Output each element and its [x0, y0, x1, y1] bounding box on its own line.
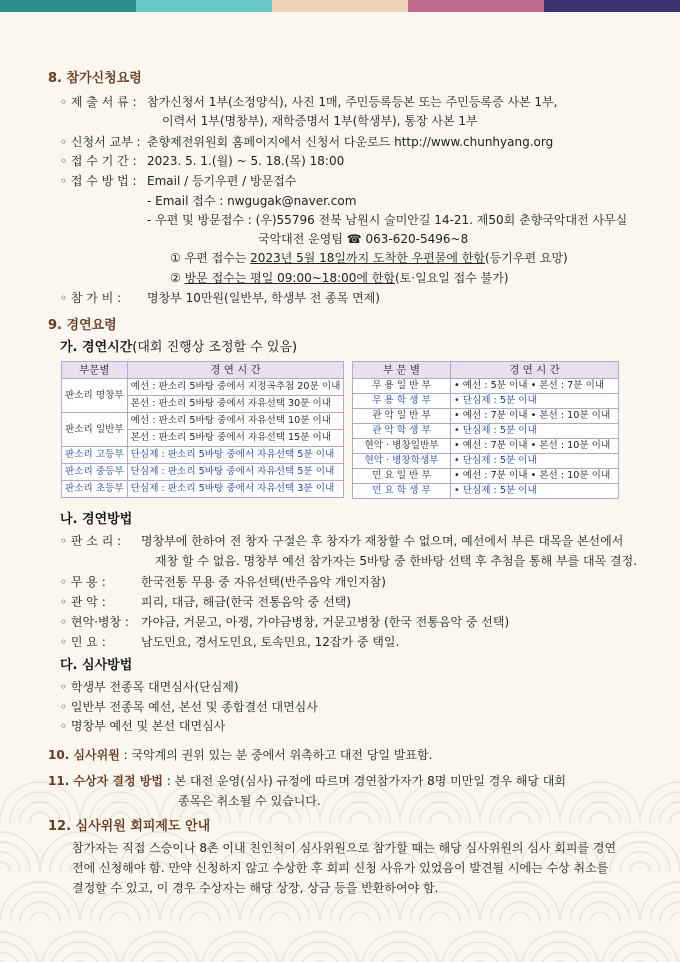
folk-label: ◦ 민 요 : [60, 635, 106, 649]
string-label: ◦ 현악·병창 : [60, 615, 129, 629]
right-time-cell: • 예선 : 7분 이내 • 본선 : 10분 이내 [451, 439, 619, 454]
left-division-cell: 판소리 명창부 [62, 379, 128, 413]
right-schedule-table [352, 361, 619, 499]
right-time-cell: • 예선 : 7분 이내 • 본선 : 10분 이내 [451, 409, 619, 424]
judge-item-1: ◦ 학생부 전종목 대면심사(단심제) [60, 680, 239, 694]
sec9-title: 9. 경연요령 [48, 318, 117, 333]
left-schedule-table [61, 361, 344, 498]
sec11-line-1: : 본 대전 운영(심사) 규정에 따르며 경연참가자가 8명 미만일 경우 해당 대회 [162, 774, 566, 788]
folk-text: 남도민요, 경서도민요, 토속민요, 12잡가 중 택일. [141, 635, 400, 649]
left-time-cell: 본선 : 판소리 5바탕 중에서 자유선택 15분 이내 [127, 430, 344, 447]
right-time-cell: • 예선 : 7분 이내 • 본선 : 10분 이내 [451, 469, 619, 484]
table-row [62, 379, 344, 396]
form-label: ◦ 신청서 교부 : [60, 135, 141, 149]
right-division-cell: 민 요 학 생 부 [353, 484, 451, 499]
note-1-underlined: 2023년 5월 18일까지 도착한 우편물에 한함 [250, 251, 485, 265]
email-line: - Email 접수 : nwgugak@naver.com [147, 194, 357, 208]
table-row [353, 484, 619, 499]
table-row [62, 413, 344, 430]
table-row [62, 481, 344, 498]
left-header-time: 경 연 시 간 [127, 362, 344, 379]
wind-text: 피리, 대금, 해금(한국 전통음악 중 선택) [141, 595, 351, 609]
left-time-cell: 예선 : 판소리 5바탕 중에서 자유선택 10분 이내 [127, 413, 344, 430]
dance-text: 한국전통 무용 중 자유선택(반주음악 개인지참) [141, 575, 386, 589]
note-1-prefix: ① 우편 접수는 [170, 251, 251, 265]
string-text: 가야금, 거문고, 아쟁, 가야금병창, 거문고병창 (한국 전통음악 중 선택) [141, 615, 510, 629]
right-division-cell: 관 악 일 반 부 [353, 409, 451, 424]
judge-item-2: ◦ 일반부 전종목 예선, 본선 및 종합결선 대면심사 [60, 700, 318, 714]
table-row [353, 394, 619, 409]
sub-a-title-text: 가. 경연시간 [60, 340, 133, 355]
right-time-cell: • 예선 : 5분 이내 • 본선 : 7분 이내 [451, 379, 619, 394]
sec11-line-2: 종목은 취소될 수 있습니다. [178, 794, 321, 808]
right-time-cell: • 단심제 : 5분 이내 [451, 454, 619, 469]
sub-c-title: 다. 심사방법 [60, 658, 133, 673]
right-time-cell: • 단심제 : 5분 이내 [451, 484, 619, 499]
docs-label: ◦ 제 출 서 류 : [60, 95, 137, 109]
table-row [353, 424, 619, 439]
pansori-line-2: 재창 할 수 없음. 명창부 예선 참가자는 5바탕 중 한바탕 선택 후 추첨을 통해 부를 대목 결정. [155, 554, 638, 568]
table-row [62, 447, 344, 464]
period-text: 2023. 5. 1.(월) ~ 5. 18.(목) 18:00 [147, 154, 345, 168]
table-row [353, 439, 619, 454]
sub-b-title: 나. 경연방법 [60, 512, 133, 527]
pansori-line-1: 명창부에 한하여 전 창자 구절은 후 창자가 재창할 수 없으며, 예선에서 부른 대목을 본선에서 [141, 534, 624, 548]
left-division-cell: 판소리 일반부 [62, 413, 128, 447]
right-time-cell: • 단심제 : 5분 이내 [451, 394, 619, 409]
form-text: 춘향제전위원회 홈페이지에서 신청서 다운로드 http://www.chunhyang.org [147, 135, 554, 149]
docs-line-2: 이력서 1부(명창부), 재학증명서 1부(학생부), 통장 사본 1부 [162, 114, 478, 128]
note-2 [170, 270, 509, 286]
sec10-title: 10. 심사위원 [48, 748, 120, 762]
note-1-suffix: (등기우편 요망) [484, 251, 568, 265]
left-division-cell: 판소리 중등부 [62, 464, 128, 481]
right-division-cell: 관 악 학 생 부 [353, 424, 451, 439]
sub-a-title [60, 340, 297, 356]
note-2-suffix: (토·일요일 접수 불가) [394, 271, 509, 285]
period-label: ◦ 접 수 기 간 : [60, 154, 137, 168]
left-header-division: 부문별 [62, 362, 128, 379]
right-division-cell: 현악 · 병창학생부 [353, 454, 451, 469]
table-row [353, 409, 619, 424]
sec12-line-3: 결정할 수 있고, 이 경우 수상자는 해당 상장, 상금 등을 반환하여야 함. [72, 881, 439, 895]
right-header-division: 부 문 별 [353, 362, 451, 379]
table-row [353, 454, 619, 469]
table-row [353, 469, 619, 484]
note-2-underlined: 방문 접수는 평일 09:00~18:00에 한함 [184, 271, 395, 285]
pansori-label: ◦ 판 소 리 : [60, 534, 122, 548]
fee-label: ◦ 참 가 비 : [60, 291, 122, 305]
right-header-time: 경 연 시 간 [451, 362, 619, 379]
post-line-2: 국악대전 운영팀 ☎ 063-620-5496~8 [258, 232, 469, 246]
note-1 [170, 250, 568, 266]
left-time-cell: 본선 : 판소리 5바탕 중에서 자유선택 30분 이내 [127, 396, 344, 413]
wind-label: ◦ 관 악 : [60, 595, 106, 609]
sec8-title: 8. 참가신청요령 [48, 71, 142, 86]
dance-label: ◦ 무 용 : [60, 575, 106, 589]
sub-a-note: (대회 진행상 조정할 수 있음) [132, 340, 298, 355]
judge-item-3: ◦ 명창부 예선 및 본선 대면심사 [60, 719, 226, 733]
table-row [353, 379, 619, 394]
left-time-cell: 단심제 : 판소리 5바탕 중에서 자유선택 5분 이내 [127, 447, 344, 464]
right-time-cell: • 단심제 : 5분 이내 [451, 424, 619, 439]
sec12-line-1: 참가자는 직접 스승이나 8촌 이내 친인척이 심사위원으로 참가할 때는 해당 심사위원의 심사 회피를 경연 [72, 841, 617, 855]
right-division-cell: 민 요 일 반 부 [353, 469, 451, 484]
left-division-cell: 판소리 고등부 [62, 447, 128, 464]
right-division-cell: 현악 · 병창일반부 [353, 439, 451, 454]
table-row [62, 464, 344, 481]
left-time-cell: 예선 : 판소리 5바탕 중에서 지정곡추첨 20분 이내 [127, 379, 344, 396]
fee-text: 명창부 10만원(일반부, 학생부 전 종목 면제) [147, 291, 380, 305]
sec11-title: 11. 수상자 결정 방법 [48, 774, 163, 788]
left-time-cell: 단심제 : 판소리 5바탕 중에서 자유선택 3분 이내 [127, 481, 344, 498]
sec10-text: : 국악계의 권위 있는 분 중에서 위촉하고 대전 당일 발표함. [119, 748, 433, 762]
right-division-cell: 무 용 일 반 부 [353, 379, 451, 394]
sec10 [48, 747, 432, 763]
sec12-title: 12. 심사위원 회피제도 안내 [48, 819, 211, 834]
sec12-line-2: 전에 신청해야 함. 만약 신청하지 않고 수상한 후 회피 신청 사유가 있었음이 발견될 시에는 수상 취소를 [72, 861, 609, 875]
note-2-prefix: ② [170, 271, 185, 285]
method-label: ◦ 접 수 방 법 : [60, 174, 137, 188]
left-time-cell: 단심제 : 판소리 5바탕 중에서 자유선택 5분 이내 [127, 464, 344, 481]
method-text: Email / 등기우편 / 방문접수 [147, 174, 297, 188]
sec11 [48, 773, 566, 789]
right-division-cell: 무 용 학 생 부 [353, 394, 451, 409]
left-division-cell: 판소리 초등부 [62, 481, 128, 498]
post-line-1: - 우편 및 방문접수 : (우)55796 전북 남원시 술미안길 14-21. 제50회 춘향국악대전 사무실 [147, 213, 628, 227]
docs-line-1: 참가신청서 1부(소정양식), 사진 1매, 주민등록등본 또는 주민등록증 사본 1부, [147, 95, 558, 109]
